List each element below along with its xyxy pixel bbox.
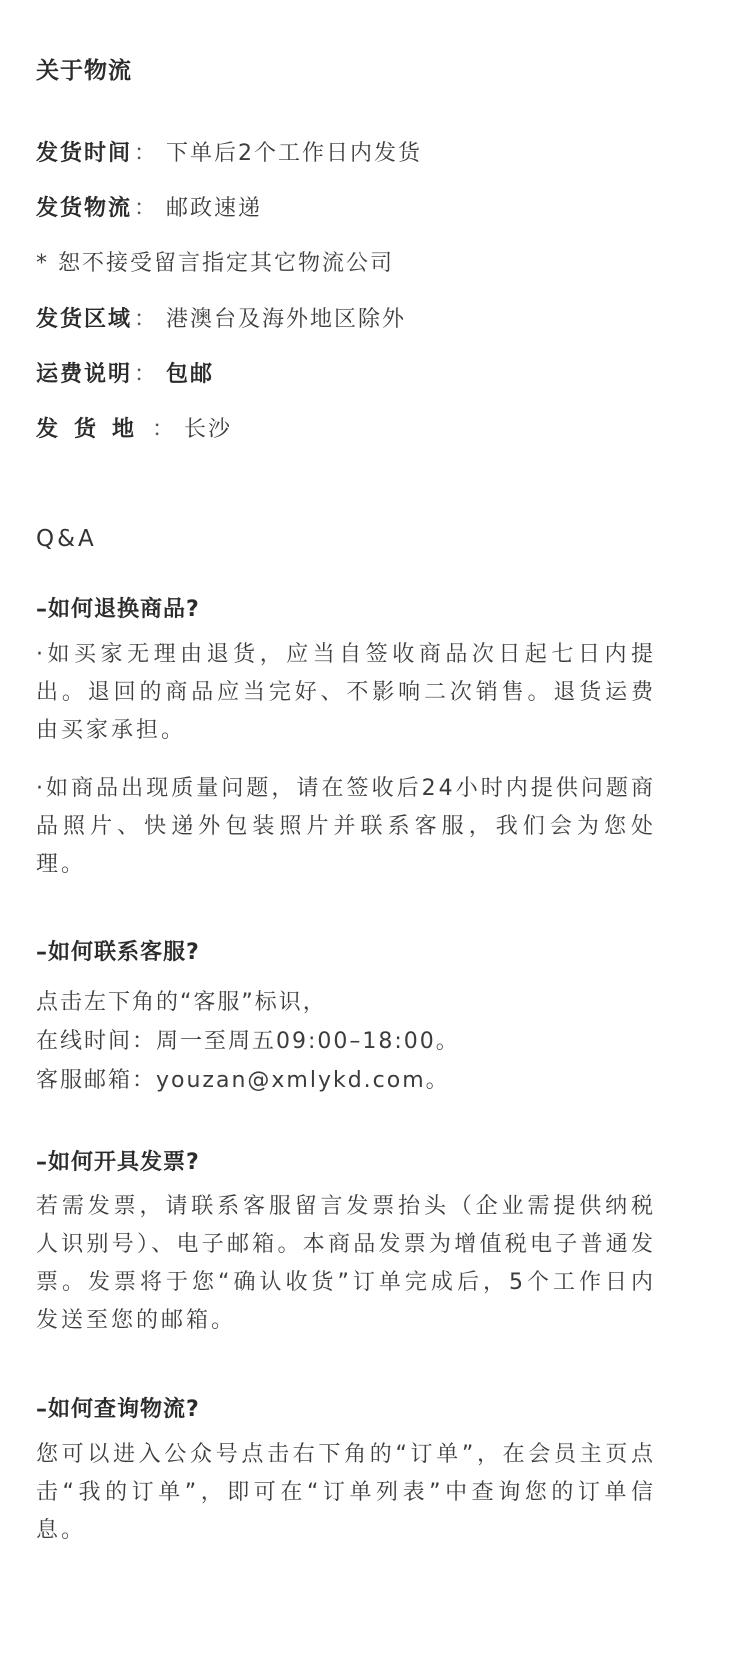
origin-value: 长沙 — [184, 417, 233, 442]
ship-time-row — [36, 136, 422, 167]
region-value: 港澳台及海外地区除外 — [166, 307, 407, 332]
carrier-value: 邮政速递 — [166, 196, 263, 221]
question-contact: –如何联系客服? — [36, 940, 200, 965]
origin-row — [36, 412, 232, 443]
answer-return-paragraph-1: ·如买家无理由退货，应当自签收商品次日起七日内提出。退回的商品应当完好、不影响二次销售。退货运费由买家承担。 — [36, 642, 656, 743]
ship-time-label: 发货时间 — [36, 141, 133, 166]
answer-invoice-paragraph: 若需发票，请联系客服留言发票抬头（企业需提供纳税人识别号）、电子邮箱。本商品发票为增值税电子普通发票。发票将于您“确认收货”订单完成后，5个工作日内发送至您的邮箱。 — [36, 1194, 656, 1333]
qa-title: Q&A — [36, 526, 97, 552]
shipping-fee-row — [36, 357, 214, 388]
separator: ： — [152, 417, 177, 442]
origin-label: 发货地 — [36, 417, 151, 442]
answer-return-paragraph-2: ·如商品出现质量问题，请在签收后24小时内提供问题商品照片、快递外包装照片并联系客服，我们会为您处理。 — [36, 776, 656, 877]
carrier-label: 发货物流 — [36, 196, 133, 221]
separator: ： — [134, 362, 159, 387]
separator: ： — [134, 307, 159, 332]
carrier-row — [36, 191, 262, 222]
contact-line-3: 客服邮箱：youzan@xmlykd.com。 — [36, 1068, 450, 1093]
contact-line-1: 点击左下角的“客服”标识， — [36, 990, 327, 1015]
ship-time-value: 下单后2个工作日内发货 — [166, 141, 423, 166]
contact-line-2: 在线时间：周一至周五09:00–18:00。 — [36, 1029, 460, 1054]
region-row — [36, 302, 406, 333]
question-invoice: –如何开具发票? — [36, 1150, 200, 1175]
separator: ： — [134, 196, 159, 221]
question-tracking: –如何查询物流? — [36, 1397, 200, 1422]
logistics-title: 关于物流 — [36, 58, 132, 84]
region-label: 发货区域 — [36, 307, 133, 332]
question-return: –如何退换商品? — [36, 597, 200, 622]
shipping-fee-label: 运费说明 — [36, 362, 133, 387]
shipping-fee-value: 包邮 — [166, 362, 215, 387]
answer-tracking-paragraph: 您可以进入公众号点击右下角的“订单”，在会员主页点击“我的订单”，即可在“订单列表”中查询您的订单信息。 — [36, 1442, 656, 1543]
carrier-note: * 恕不接受留言指定其它物流公司 — [36, 251, 394, 276]
separator: ： — [134, 141, 159, 166]
